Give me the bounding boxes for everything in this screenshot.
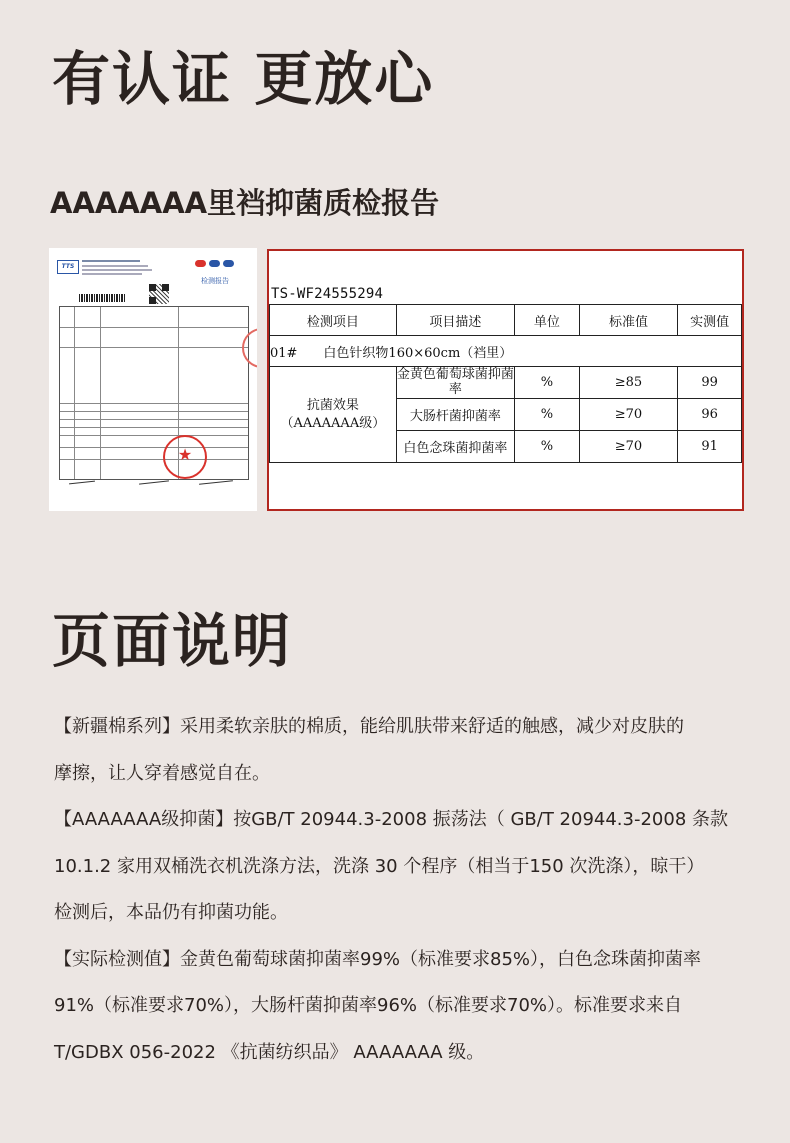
header-line bbox=[82, 265, 148, 267]
category-cell bbox=[270, 367, 397, 463]
cma-badge-icon bbox=[195, 260, 206, 267]
standard-cell: ≥85 bbox=[579, 367, 678, 399]
header-cell: 项目描述 bbox=[396, 305, 514, 336]
unit-cell: % bbox=[515, 399, 580, 431]
unit-cell: % bbox=[515, 431, 580, 463]
report-number: TS-WF24555294 bbox=[271, 286, 384, 302]
item-cell: 白色念珠菌抑菌率 bbox=[396, 431, 514, 463]
header-line bbox=[82, 273, 142, 275]
description-line: 91%（标准要求70%），大肠杆菌抑菌率96%（标准要求70%）。标准要求来自 bbox=[54, 995, 683, 1016]
item-cell: 大肠杆菌抑菌率 bbox=[396, 399, 514, 431]
section-title-description: 页面说明 bbox=[52, 607, 293, 675]
header-line bbox=[82, 260, 140, 262]
table-header-row bbox=[270, 305, 742, 336]
header-cell: 实测值 bbox=[678, 305, 742, 336]
report-subtitle: AAAAAAA里裆抑菌质检报告 bbox=[50, 186, 440, 220]
barcode-icon bbox=[79, 294, 125, 302]
description-line: 【新疆棉系列】采用柔软亲肤的棉质，能给肌肤带来舒适的触感，减少对皮肤的 bbox=[54, 716, 684, 737]
description-line: 【实际检测值】金黄色葡萄球菌抑菌率99%（标准要求85%），白色念珠菌抑菌率 bbox=[54, 948, 702, 970]
description-line: T/GDBX 056-2022 《抗菌纺织品》 AAAAAAA 级。 bbox=[54, 1041, 485, 1063]
tts-logo: TTS bbox=[57, 260, 79, 274]
header-line bbox=[82, 269, 152, 271]
description-line: 检测后，本品仍有抑菌功能。 bbox=[54, 902, 288, 923]
description-line: 摩擦，让人穿着感觉自在。 bbox=[54, 762, 270, 784]
certificate-thumbnail[interactable] bbox=[49, 248, 257, 511]
certificate-form bbox=[59, 306, 249, 480]
sample-cell: 01# 白色针织物160×60cm（裆里） bbox=[270, 336, 742, 367]
description-text bbox=[54, 704, 754, 1076]
category-label: 抗菌效果 bbox=[306, 397, 359, 413]
report-detail-box bbox=[267, 249, 744, 511]
standard-cell: ≥70 bbox=[579, 399, 678, 431]
official-seal-icon: ★ bbox=[163, 435, 207, 479]
signature-mark bbox=[139, 480, 169, 484]
test-results-table bbox=[269, 304, 742, 463]
unit-cell: % bbox=[515, 367, 580, 399]
sample-row bbox=[270, 336, 742, 367]
table-row bbox=[270, 367, 742, 399]
description-line: 【AAAAAAA级抑菌】按GB/T 20944.3-2008 振荡法（ GB/T 20944.3-2008 条款 bbox=[54, 809, 728, 830]
section-title-certification: 有认证 更放心 bbox=[52, 45, 435, 113]
item-cell: 金黄色葡萄球菌抑菌率 bbox=[396, 366, 514, 397]
measured-cell: 96 bbox=[678, 399, 742, 431]
certificate-heading: 检测报告 bbox=[201, 277, 229, 285]
measured-cell: 91 bbox=[678, 431, 742, 463]
header-cell: 检测项目 bbox=[270, 305, 397, 336]
standard-cell: ≥70 bbox=[579, 431, 678, 463]
qr-code-icon bbox=[149, 284, 169, 304]
description-line: 10.1.2 家用双桶洗衣机洗涤方法，洗涤 30 个程序（相当于150 次洗涤），晾干） bbox=[54, 855, 705, 877]
category-grade: （AAAAAAA级） bbox=[280, 415, 386, 431]
header-cell: 标准值 bbox=[579, 305, 678, 336]
signature-mark bbox=[69, 481, 95, 485]
header-cell: 单位 bbox=[515, 305, 580, 336]
ilac-badge-icon bbox=[223, 260, 234, 267]
measured-cell: 99 bbox=[678, 367, 742, 399]
signature-mark bbox=[199, 480, 233, 485]
cnas-badge-icon bbox=[209, 260, 220, 267]
